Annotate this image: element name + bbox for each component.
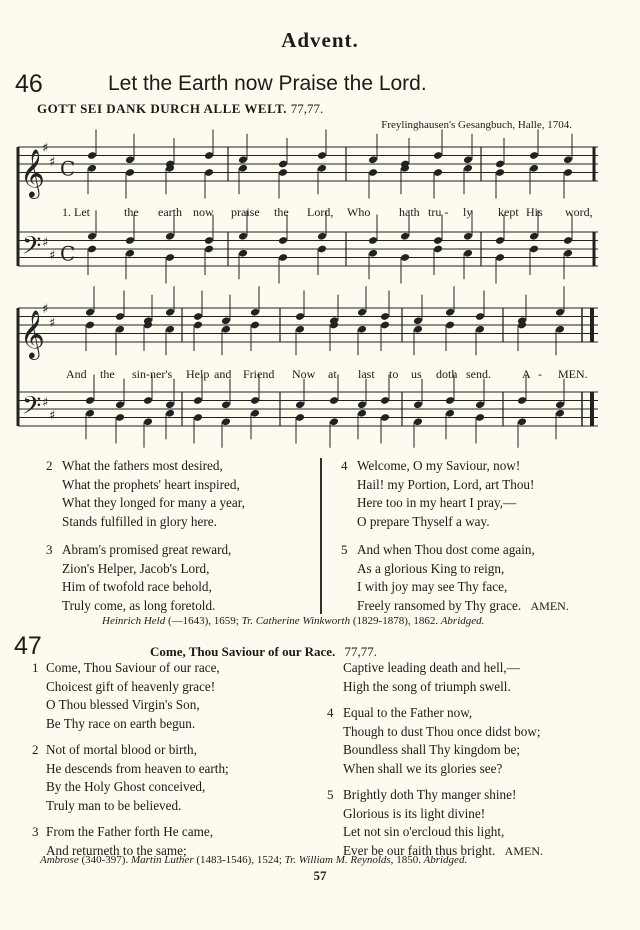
stanza-number: 5 xyxy=(327,787,334,802)
lyric-syllable: doth xyxy=(436,367,458,381)
lyric-syllable: praise xyxy=(231,205,260,219)
stanza-4 xyxy=(341,457,631,533)
stanza-line: By the Holy Ghost conceived, xyxy=(46,779,206,794)
common-time-icon: C xyxy=(60,241,76,266)
stanza-line-text: Freely ransomed by Thy grace. xyxy=(357,597,522,613)
stanza-number: 5 xyxy=(341,542,348,557)
credit-note: Abridged. xyxy=(440,615,485,627)
stanza-line: High the song of triumph swell. xyxy=(343,678,511,694)
lyric-syllable: MEN. xyxy=(558,367,588,381)
stanza-line: Here too in my heart I pray,— xyxy=(357,495,517,510)
lyric-syllable: sin-ner's xyxy=(132,367,173,381)
credit-author-dates: (340-397). xyxy=(81,854,129,866)
stanza-line: He descends from heaven to earth; xyxy=(46,760,229,776)
lyric-syllable: - xyxy=(538,367,542,381)
stanza-5 xyxy=(327,786,632,860)
stanza-line: Choicest gift of heavenly grace! xyxy=(46,678,216,694)
lyric-syllable: kept xyxy=(498,205,519,219)
hymn-47-meter: 77,77. xyxy=(344,644,378,659)
lyric-syllable: at xyxy=(328,367,337,381)
stanza-1 xyxy=(32,659,320,733)
lyric-syllable: Who xyxy=(347,205,371,219)
stanza-line: As a glorious King to reign, xyxy=(357,560,505,576)
credit-author: Heinrich Held xyxy=(102,615,166,627)
stanza-3 xyxy=(46,541,316,615)
tune-meter: 77,77. xyxy=(290,101,324,116)
page-number: 57 xyxy=(313,868,327,883)
hymn-47-number: 47 xyxy=(14,632,42,660)
stanza-line: O prepare Thyself a way. xyxy=(357,513,490,529)
stanza-number: 1 xyxy=(32,660,39,675)
amen-mark: AMEN. xyxy=(530,598,569,613)
stanza-line: Though to dust Thou once didst bow; xyxy=(343,723,541,739)
stanza-line: I with joy may see Thy face, xyxy=(357,579,508,594)
stanza-4 xyxy=(327,704,632,778)
stanza-line-text: Ever be our faith thus bright. xyxy=(343,842,496,858)
lyric-syllable: the xyxy=(274,205,289,219)
treble-clef-icon: 𝄞 xyxy=(20,309,45,358)
music-score xyxy=(0,0,640,460)
lyric-syllable: send. xyxy=(466,367,491,381)
stanza-line: From the Father forth He came, xyxy=(46,824,213,839)
lyric-syllable: last xyxy=(358,367,375,381)
stanza-line: Boundless shall Thy kingdom be; xyxy=(343,742,521,757)
hymn-47-title-line xyxy=(150,644,377,660)
stanza-line: What the fathers most desired, xyxy=(62,458,223,473)
lyric-syllable: us xyxy=(411,367,422,381)
sharp-icon: ♯ xyxy=(42,141,49,156)
lyric-syllable: hath xyxy=(399,205,420,219)
stanza-3-continued xyxy=(343,659,632,696)
stanza-line: Hail! my Portion, Lord, art Thou! xyxy=(357,476,535,492)
stanza-line: Stands fulfilled in glory here. xyxy=(62,513,217,529)
stanza-line: Captive leading death and hell,— xyxy=(343,660,520,675)
lyric-syllable: the xyxy=(100,367,115,381)
stanza-number: 4 xyxy=(341,458,348,473)
lyric-syllable: His xyxy=(526,205,543,219)
hymn-46-stanzas-left xyxy=(46,457,316,615)
stanza-line: Equal to the Father now, xyxy=(343,705,473,720)
stanza-line: Come, Thou Saviour of our race, xyxy=(46,660,220,675)
credit-translator-dates: (1483-1546), 1524; xyxy=(196,854,282,866)
stanza-line: Brightly doth Thy manger shine! xyxy=(343,787,517,802)
credit-translator-dates: (1829-1878), 1862. xyxy=(352,615,439,627)
lyric-syllable: the xyxy=(124,205,139,219)
common-time-icon: C xyxy=(60,156,76,181)
lyric-syllable: Friend xyxy=(243,367,275,381)
stanza-line: Truly man to be believed. xyxy=(46,797,182,813)
hymn-47-credit xyxy=(40,854,467,866)
hymn-47-title: Come, Thou Saviour of our Race. xyxy=(150,644,336,659)
lyric-syllable: word, xyxy=(565,205,593,219)
lyric-syllable: to xyxy=(389,367,399,381)
amen-mark: AMEN. xyxy=(504,843,543,858)
hymn-46-stanzas-right xyxy=(341,457,631,615)
stanza-line: Welcome, O my Saviour, now! xyxy=(357,458,521,473)
tune-name: GOTT SEI DANK DURCH ALLE WELT. xyxy=(37,101,288,116)
lyric-syllable: Lord, xyxy=(307,205,334,219)
stanza-line: Glorious is its light divine! xyxy=(343,805,486,821)
lyric-syllable: tru - xyxy=(428,205,449,219)
lyric-syllable: A xyxy=(522,367,531,381)
stanza-line: Be Thy race on earth begun. xyxy=(46,715,196,731)
credit-author-dates: (—1643), 1659; xyxy=(167,615,239,627)
credit-translator-2-dates: 1850. xyxy=(396,854,421,866)
stanza-line: What the prophets' heart inspired, xyxy=(62,476,240,492)
hymn-47-stanzas-left xyxy=(32,659,320,860)
stanza-line: Abram's promised great reward, xyxy=(62,542,232,557)
credit-translator-2: Tr. William M. Reynolds, xyxy=(284,854,394,866)
lyric-syllable: earth xyxy=(158,205,182,219)
stanza-line: Zion's Helper, Jacob's Lord, xyxy=(62,560,210,576)
stanza-line: And returneth to the same; xyxy=(46,842,187,858)
treble-clef-icon: 𝄞 xyxy=(20,148,45,197)
stanza-line: Not of mortal blood or birth, xyxy=(46,742,197,757)
stanza-line: Truly come, as long foretold. xyxy=(62,597,216,613)
stanza-number: 4 xyxy=(327,705,334,720)
stanza-line: What they longed for many a year, xyxy=(62,495,245,510)
sharp-icon: ♯ xyxy=(42,395,49,411)
lyric-syllable: and xyxy=(214,367,232,381)
lyric-syllable: And xyxy=(66,367,87,381)
stanza-line: O Thou blessed Virgin's Son, xyxy=(46,697,200,712)
stanza-number: 3 xyxy=(46,542,53,557)
sharp-icon: ♯ xyxy=(42,235,49,251)
stanza-line xyxy=(357,597,631,616)
sharp-icon: ♯ xyxy=(49,154,56,170)
lyric-syllable: ly xyxy=(463,205,473,219)
lyric-syllable: now xyxy=(193,205,214,219)
lyric-syllable: Help xyxy=(186,367,210,381)
hymn-46-title: Let the Earth now Praise the Lord. xyxy=(108,72,427,95)
credit-translator: Martin Luther xyxy=(130,854,194,866)
stanza-2 xyxy=(46,457,316,533)
sharp-icon: ♯ xyxy=(49,248,56,264)
section-title: Advent. xyxy=(281,28,359,52)
hymn-47-stanzas-right xyxy=(327,659,632,860)
hymn-46-credit xyxy=(102,615,484,627)
stanza-5 xyxy=(341,541,631,615)
lyric-syllable: Now xyxy=(292,367,316,381)
stanza-line: Him of twofold race behold, xyxy=(62,579,212,594)
stanza-line: When shall we its glories see? xyxy=(343,760,503,776)
sharp-icon: ♯ xyxy=(42,302,49,317)
stanza-2 xyxy=(32,741,320,815)
hymn-46-number: 46 xyxy=(15,70,43,98)
column-divider xyxy=(320,458,322,614)
credit-translator: Tr. Catherine Winkworth xyxy=(241,615,351,627)
sharp-icon: ♯ xyxy=(49,408,56,424)
bass-clef-icon: 𝄢 xyxy=(22,231,42,267)
bass-clef-icon: 𝄢 xyxy=(22,391,42,427)
stanza-line: And when Thou dost come again, xyxy=(357,542,535,557)
stanza-number: 2 xyxy=(32,742,39,757)
credit-author: Ambrose xyxy=(40,854,79,866)
lyric-syllable: 1. Let xyxy=(62,205,90,219)
stanza-line: Let not sin o'ercloud this light, xyxy=(343,824,505,839)
stanza-number: 2 xyxy=(46,458,53,473)
sharp-icon: ♯ xyxy=(49,315,56,331)
stanza-number: 3 xyxy=(32,824,39,839)
credit-note: Abridged. xyxy=(423,854,468,866)
tune-source: Freylinghausen's Gesangbuch, Halle, 1704. xyxy=(381,119,572,131)
